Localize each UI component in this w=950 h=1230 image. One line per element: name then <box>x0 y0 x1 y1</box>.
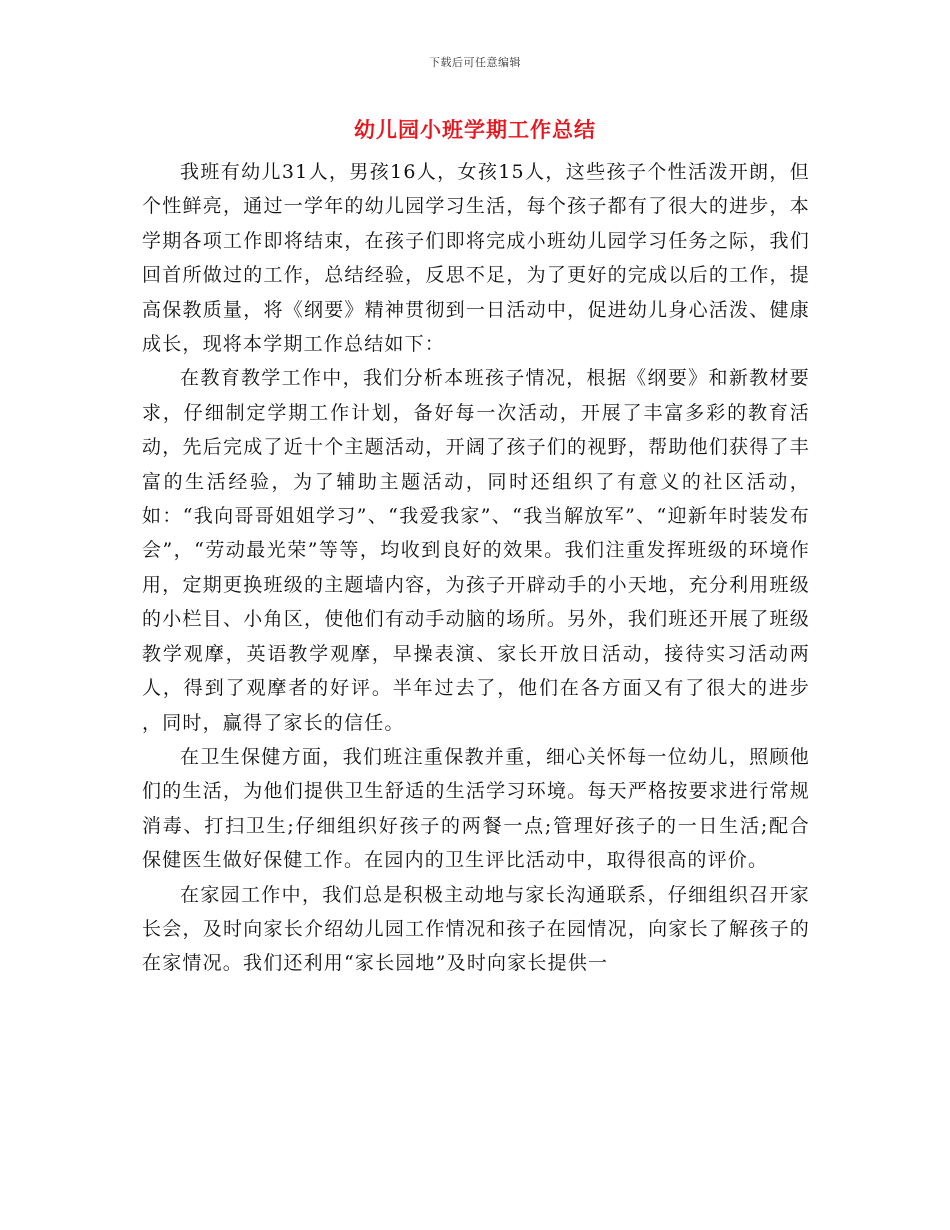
paragraph-teaching: 在教育教学工作中，我们分析本班孩子情况，根据《纲要》和新教材要求，仔细制定学期工作计划，备好每一次活动，开展了丰富多彩的教育活动，先后完成了近十个主题活动，开阔了孩子们的视野，帮助他们获得了丰富的生活经验，为了辅助主题活动，同时还组织了有意义的社区活动，如：“我向哥哥姐姐学习”、“我爱我家”、“我当解放军”、“迎新年时装发布会”，“劳动最光荣”等等，均收到良好的效果。我们注重发挥班级的环境作用，定期更换班级的主题墙内容，为孩子开辟动手的小天地，充分利用班级的小栏目、小角区，使他们有动手动脑的场所。另外，我们班还开展了班级教学观摩，英语教学观摩，早操表演、家长开放日活动，接待实习活动两人，得到了观摩者的好评。半年过去了，他们在各方面又有了很大的进步 ，同时，赢得了家长的信任。 <box>142 367 810 734</box>
header-note: 下载后可任意编辑 <box>429 56 521 69</box>
document-title: 幼儿园小班学期工作总结 <box>354 117 596 142</box>
document-body <box>142 155 810 981</box>
paragraph-intro: 我班有幼儿31人，男孩16人，女孩15人，这些孩子个性活泼开朗，但个性鲜亮，通过一学年的幼儿园学习生活，每个孩子都有了很大的进步，本学期各项工作即将结束，在孩子们即将完成小班幼儿园学习任务之际，我们回首所做过的工作，总结经验，反思不足，为了更好的完成以后的工作，提高保教质量，将《纲要》精神贯彻到一日活动中，促进幼儿身心活泼、健康成长，现将本学期工作总结如下： <box>142 161 810 356</box>
paragraph-health: 在卫生保健方面，我们班注重保教并重，细心关怀每一位幼儿，照顾他们的生活，为他们提供卫生舒适的生活学习环境。每天严格按要求进行常规消毒、打扫卫生;仔细组织好孩子的两餐一点;管理好孩子的一日生活;配合保健医生做好保健工作。在园内的卫生评比活动中，取得很高的评价。 <box>142 745 810 872</box>
paragraph-home-school: 在家园工作中，我们总是积极主动地与家长沟通联系，仔细组织召开家长会，及时向家长介绍幼儿园工作情况和孩子在园情况，向家长了解孩子的在家情况。我们还利用“家长园地”及时向家长提供一 <box>142 883 810 975</box>
